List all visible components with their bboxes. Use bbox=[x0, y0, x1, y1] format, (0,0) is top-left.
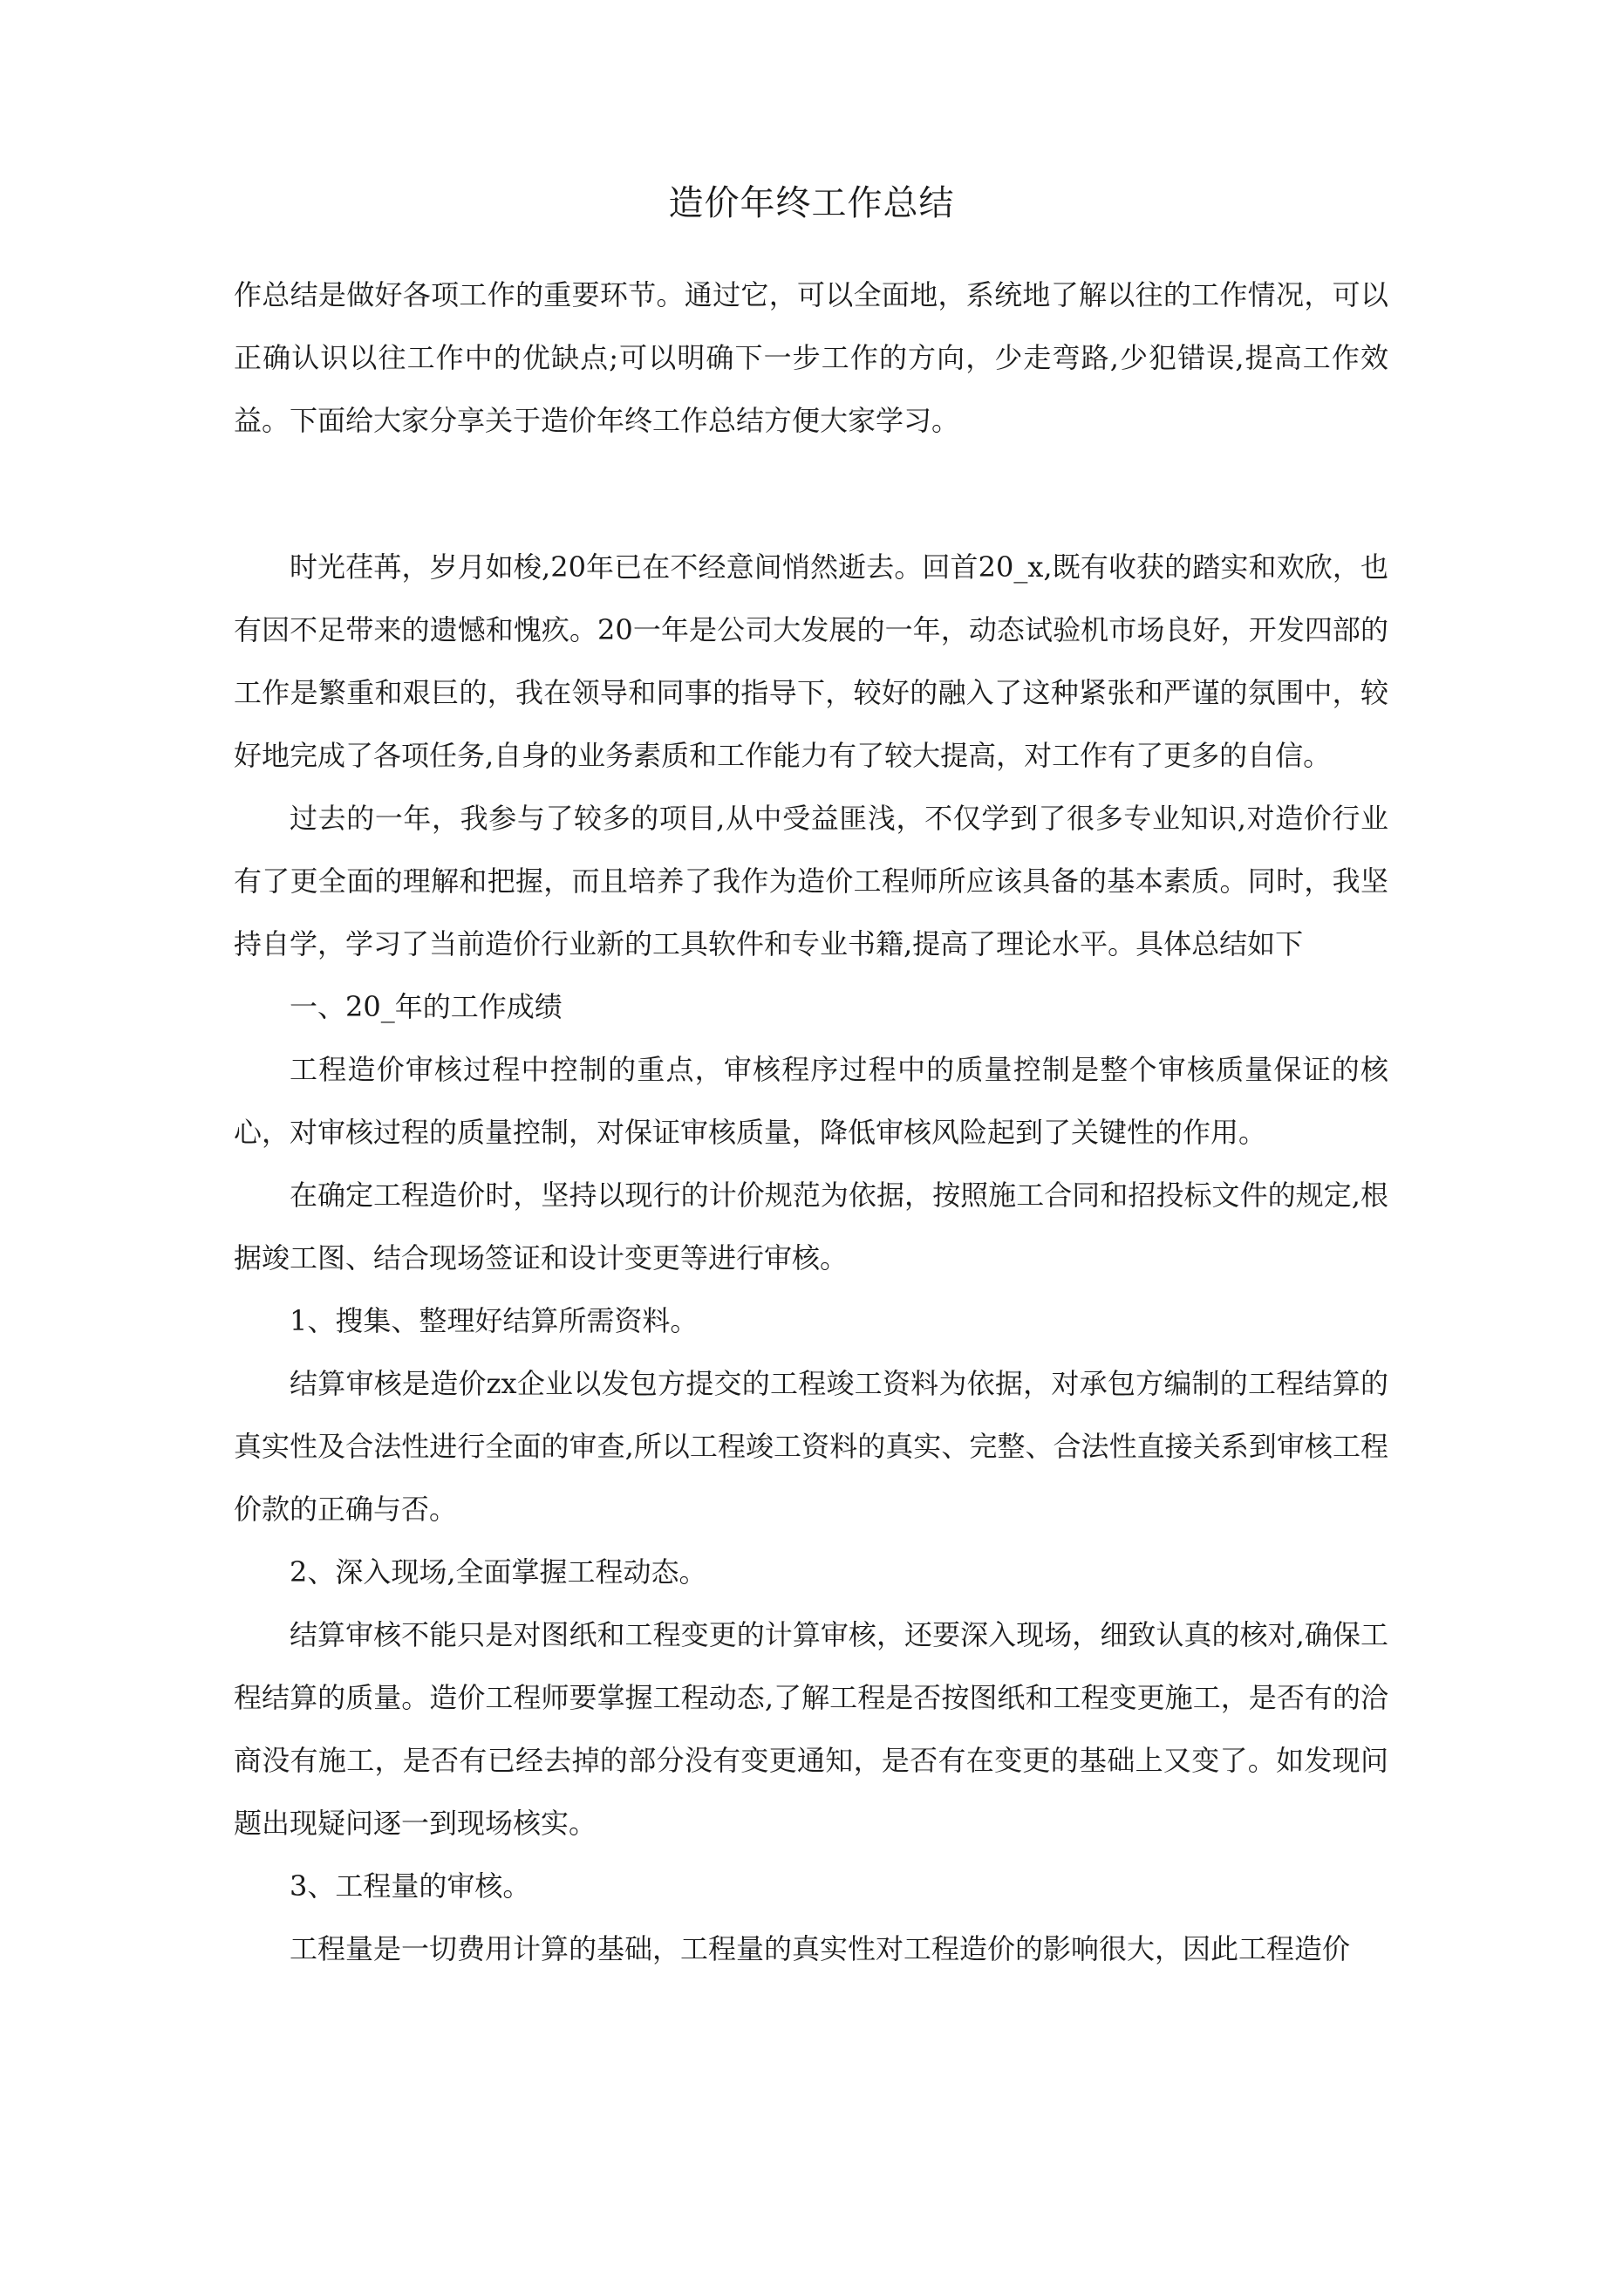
body-paragraph: 工程造价审核过程中控制的重点，审核程序过程中的质量控制是整个审核质量保证的核心，对审核过程的质量控制，对保证审核质量，降低审核风险起到了关键性的作用。 bbox=[234, 1053, 1388, 1149]
subsection-heading: 1、搜集、整理好结算所需资料。 bbox=[290, 1304, 699, 1337]
body-paragraph: 结算审核是造价zx企业以发包方提交的工程竣工资料为依据，对承包方编制的工程结算的真实性及合法性进行全面的审查,所以工程竣工资料的真实、完整、合法性直接关系到审核工程价款的正确与否。 bbox=[234, 1367, 1388, 1526]
document-body bbox=[234, 263, 1388, 1980]
paragraph-spacer bbox=[234, 452, 1388, 536]
subsection-heading: 2、深入现场,全面掌握工程动态。 bbox=[290, 1555, 707, 1589]
section-heading: 一、20_年的工作成绩 bbox=[290, 990, 563, 1023]
body-paragraph: 过去的一年，我参与了较多的项目,从中受益匪浅，不仅学到了很多专业知识,对造价行业有了更全面的理解和把握，而且培养了我作为造价工程师所应该具备的基本素质。同时，我坚持自学，学习了当前造价行业新的工具软件和专业书籍,提高了理论水平。具体总结如下 bbox=[234, 802, 1388, 960]
body-paragraph: 结算审核不能只是对图纸和工程变更的计算审核，还要深入现场，细致认真的核对,确保工程结算的质量。造价工程师要掌握工程动态,了解工程是否按图纸和工程变更施工，是否有的洽商没有施工，是否有已经去掉的部分没有变更通知，是否有在变更的基础上又变了。如发现问题出现疑问逐一到现场核实。 bbox=[234, 1618, 1388, 1840]
document-title: 造价年终工作总结 bbox=[668, 183, 955, 223]
body-paragraph: 时光荏苒，岁月如梭,20年已在不经意间悄然逝去。回首20_x,既有收获的踏实和欢欣，也有因不足带来的遗憾和愧疚。20一年是公司大发展的一年，动态试验机市场良好，开发四部的工作是繁重和艰巨的，我在领导和同事的指导下，较好的融入了这种紧张和严谨的氛围中，较好地完成了各项任务,自身的业务素质和工作能力有了较大提高，对工作有了更多的自信。 bbox=[234, 550, 1388, 772]
body-paragraph: 工程量是一切费用计算的基础，工程量的真实性对工程造价的影响很大，因此工程造价 bbox=[290, 1932, 1351, 1965]
intro-paragraph: 作总结是做好各项工作的重要环节。通过它，可以全面地，系统地了解以往的工作情况，可以正确认识以往工作中的优缺点;可以明确下一步工作的方向，少走弯路,少犯错误,提高工作效益。下面给大家分享关于造价年终工作总结方便大家学习。 bbox=[234, 278, 1388, 437]
subsection-heading: 3、工程量的审核。 bbox=[290, 1869, 531, 1903]
body-paragraph: 在确定工程造价时，坚持以现行的计价规范为依据，按照施工合同和招投标文件的规定,根据竣工图、结合现场签证和设计变更等进行审核。 bbox=[234, 1179, 1388, 1274]
